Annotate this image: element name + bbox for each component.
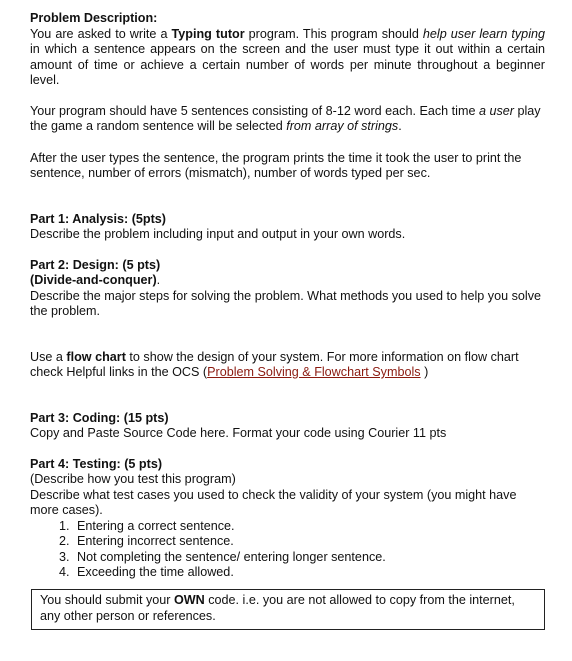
p1-text-1: You are asked to write a <box>30 26 172 41</box>
p1-text-2: program. This program should <box>244 26 423 41</box>
part4-line-1: (Describe how you test this program) <box>30 472 236 486</box>
part1-text: Describe the problem including input and output in your own words. <box>30 227 406 241</box>
part2-divide-conquer: (Divide-and-conquer) <box>30 273 157 287</box>
p1-typing-tutor: Typing tutor <box>171 26 245 41</box>
flow-text-1: Use a <box>30 349 67 364</box>
flow-text-3: ) <box>420 365 429 379</box>
list-item: 2. Entering incorrect sentence. <box>73 534 545 550</box>
assignment-document <box>30 11 545 581</box>
p1-help-user: help user learn typing <box>422 26 545 41</box>
problem-paragraph-3: After the user types the sentence, the program prints the time it took the user to print the sentence, number of errors (mismatch), number of words typed per sec. <box>30 150 522 180</box>
part1-heading: Part 1: Analysis: (5pts) <box>30 211 167 226</box>
list-item: 3. Not completing the sentence/ entering longer sentence. <box>73 550 545 566</box>
part2-flowchart-paragraph <box>30 350 545 381</box>
p1-text-3: in which a sentence appears on the screen and the user must type it out within a certain amount of time or achieve a certain number of words per minute throughout a beginner level. <box>30 42 545 87</box>
part2-subheading <box>30 273 545 289</box>
notice-text <box>40 593 536 624</box>
p2-text-2: play the game a random sentence will be selected <box>30 103 541 133</box>
problem-paragraph-2 <box>30 104 545 135</box>
notice-text-2: code. i.e. you are not allowed to copy from the internet, any other person or references. <box>40 593 515 623</box>
list-item: 4. Exceeding the time allowed. <box>73 565 545 581</box>
part3-heading: Part 3: Coding: (15 pts) <box>30 410 169 425</box>
p2-a-user: a user <box>478 103 514 118</box>
problem-heading: Problem Description: <box>30 11 158 25</box>
own-code-notice-box <box>31 589 545 630</box>
part2-subheading-end: . <box>156 273 161 287</box>
flow-text-2: to show the design of your system. For more information on flow chart check Helpful links in the OCS ( <box>30 349 519 379</box>
part4-line-2: Describe what test cases you used to check the validity of your system (you might have more cases). <box>30 487 517 517</box>
p2-text-1: Your program should have 5 sentences consisting of 8-12 word each. Each time <box>30 103 479 118</box>
test-cases-list <box>30 519 545 581</box>
list-item: 1. Entering a correct sentence. <box>73 519 545 535</box>
part4-heading: Part 4: Testing: (5 pts) <box>30 456 163 471</box>
part3-text: Copy and Paste Source Code here. Format your code using Courier 11 pts <box>30 426 447 440</box>
p2-array-of-strings: from array of strings <box>286 119 399 133</box>
part2-heading: Part 2: Design: (5 pts) <box>30 257 161 272</box>
flow-chart-bold: flow chart <box>66 349 126 364</box>
flowchart-symbols-link[interactable]: Problem Solving & Flowchart Symbols <box>207 365 421 379</box>
notice-own: OWN <box>173 593 205 607</box>
problem-paragraph-1 <box>30 27 545 89</box>
notice-text-1: You should submit your <box>40 593 174 607</box>
p2-text-3: . <box>398 119 402 133</box>
part2-text: Describe the major steps for solving the problem. What methods you used to help you solve the problem. <box>30 288 542 318</box>
